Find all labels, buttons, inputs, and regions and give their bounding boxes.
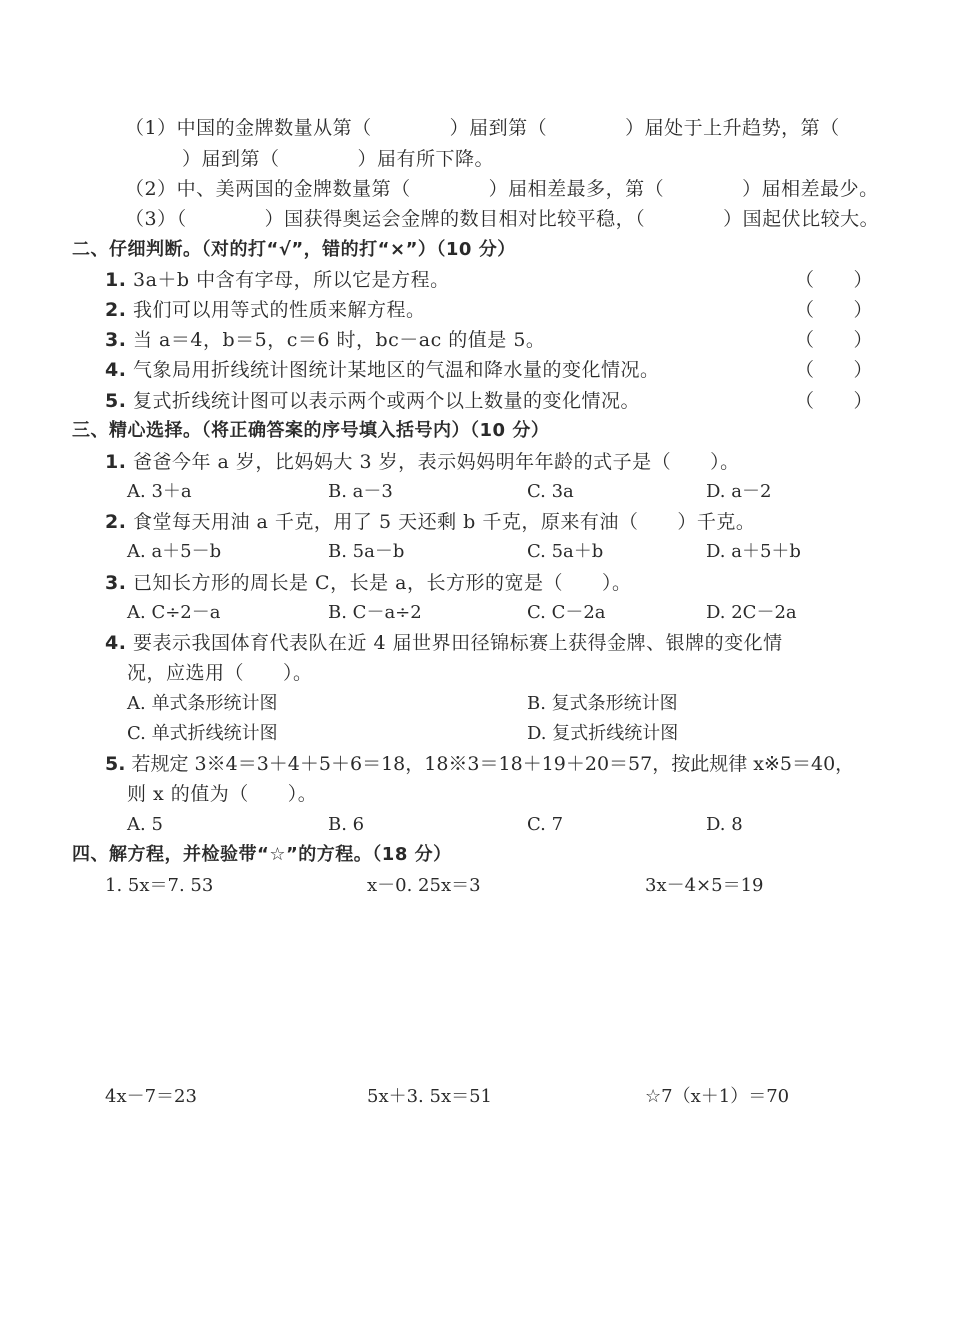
judge-item-4	[105, 358, 660, 382]
item-text: 我们可以用等式的性质来解方程。	[133, 299, 426, 321]
fill-question-1-line-2: ）届到第（ ）届有所下降。	[182, 148, 495, 170]
equation-2: x－0. 25x＝3	[367, 875, 481, 896]
question-text: 要表示我国体育代表队在近 4 届世界田径锦标赛上获得金牌、银牌的变化情	[133, 632, 783, 654]
item-text: 当 a＝4，b＝5，c＝6 时，bc－ac 的值是 5。	[133, 329, 546, 351]
fill-question-3: （3）（ ）国获得奥运会金牌的数目相对比较平稳，（ ）国起伏比较大。	[125, 208, 880, 230]
item-number: 2.	[105, 299, 127, 321]
item-text: 气象局用折线统计图统计某地区的气温和降水量的变化情况。	[133, 359, 660, 381]
item-text: 3a＋b 中含有字母，所以它是方程。	[133, 269, 450, 291]
item-number: 2.	[105, 511, 127, 533]
judge-item-1	[105, 268, 450, 292]
equation-3: 3x－4×5＝19	[645, 875, 764, 896]
choice-question-5-line-1	[105, 752, 854, 776]
option-c[interactable]: C. 5a＋b	[527, 541, 604, 562]
item-number: 3.	[105, 329, 127, 351]
answer-paren[interactable]: （ ）	[795, 390, 874, 412]
equation-6-starred: ☆7（x＋1）＝70	[645, 1086, 790, 1107]
item-number: 1.	[105, 451, 127, 473]
item-number: 5.	[105, 390, 127, 412]
choice-question-4-line-1	[105, 631, 783, 655]
option-b[interactable]: B. C－a÷2	[328, 602, 422, 623]
option-a[interactable]: A. 5	[127, 814, 163, 835]
item-number: 4.	[105, 632, 127, 654]
option-d[interactable]: D. 复式折线统计图	[527, 723, 679, 744]
item-number: 5.	[105, 753, 126, 775]
option-b[interactable]: B. 6	[328, 814, 365, 835]
item-number: 1.	[105, 269, 127, 291]
equation-1: 1. 5x＝7. 53	[105, 875, 214, 896]
choice-question-5-line-2: 则 x 的值为（ ）。	[127, 783, 318, 805]
option-d[interactable]: D. a＋5＋b	[706, 541, 801, 562]
question-text: 爸爸今年 a 岁，比妈妈大 3 岁，表示妈妈明年年龄的式子是（ ）。	[133, 451, 740, 473]
choice-question-2	[105, 510, 755, 534]
item-text: 复式折线统计图可以表示两个或两个以上数量的变化情况。	[133, 390, 641, 412]
question-text: 已知长方形的周长是 C，长是 a，长方形的宽是（ ）。	[133, 572, 632, 594]
option-b[interactable]: B. 复式条形统计图	[527, 693, 678, 714]
section-3-title: 三、精心选择。（将正确答案的序号填入括号内）（10 分）	[72, 420, 550, 441]
section-2-title: 二、仔细判断。（对的打“√”，错的打“×”）（10 分）	[72, 239, 516, 260]
equation-4: 4x－7＝23	[105, 1086, 197, 1107]
option-c[interactable]: C. 单式折线统计图	[127, 723, 278, 744]
option-a[interactable]: A. C÷2－a	[127, 602, 221, 623]
answer-paren[interactable]: （ ）	[795, 299, 874, 321]
option-a[interactable]: A. 单式条形统计图	[127, 693, 278, 714]
option-d[interactable]: D. a－2	[706, 481, 772, 502]
question-text: 食堂每天用油 a 千克，用了 5 天还剩 b 千克，原来有油（ ）千克。	[133, 511, 756, 533]
option-a[interactable]: A. 3＋a	[127, 481, 192, 502]
choice-question-4-line-2: 况，应选用（ ）。	[127, 662, 313, 684]
option-b[interactable]: B. a－3	[328, 481, 393, 502]
equation-5: 5x＋3. 5x＝51	[367, 1086, 493, 1107]
option-d[interactable]: D. 2C－2a	[706, 602, 797, 623]
question-text: 若规定 3※4＝3＋4＋5＋6＝18，18※3＝18＋19＋20＝57，按此规律 x※5＝40，	[131, 753, 855, 775]
section-4-title: 四、解方程，并检验带“☆”的方程。（18 分）	[72, 844, 452, 865]
choice-question-1	[105, 450, 740, 474]
answer-paren[interactable]: （ ）	[795, 269, 874, 291]
fill-question-2: （2）中、美两国的金牌数量第（ ）届相差最多，第（ ）届相差最少。	[125, 178, 879, 200]
option-b[interactable]: B. 5a－b	[328, 541, 405, 562]
answer-paren[interactable]: （ ）	[795, 359, 874, 381]
option-c[interactable]: C. 7	[527, 814, 564, 835]
item-number: 4.	[105, 359, 127, 381]
judge-item-2	[105, 298, 426, 322]
fill-question-1-line-1: （1）中国的金牌数量从第（ ）届到第（ ）届处于上升趋势，第（	[125, 117, 840, 139]
option-a[interactable]: A. a＋5－b	[127, 541, 222, 562]
answer-paren[interactable]: （ ）	[795, 329, 874, 351]
option-d[interactable]: D. 8	[706, 814, 743, 835]
judge-item-5	[105, 389, 640, 413]
option-c[interactable]: C. C－2a	[527, 602, 606, 623]
option-c[interactable]: C. 3a	[527, 481, 574, 502]
item-number: 3.	[105, 572, 127, 594]
choice-question-3	[105, 571, 631, 595]
judge-item-3	[105, 328, 545, 352]
